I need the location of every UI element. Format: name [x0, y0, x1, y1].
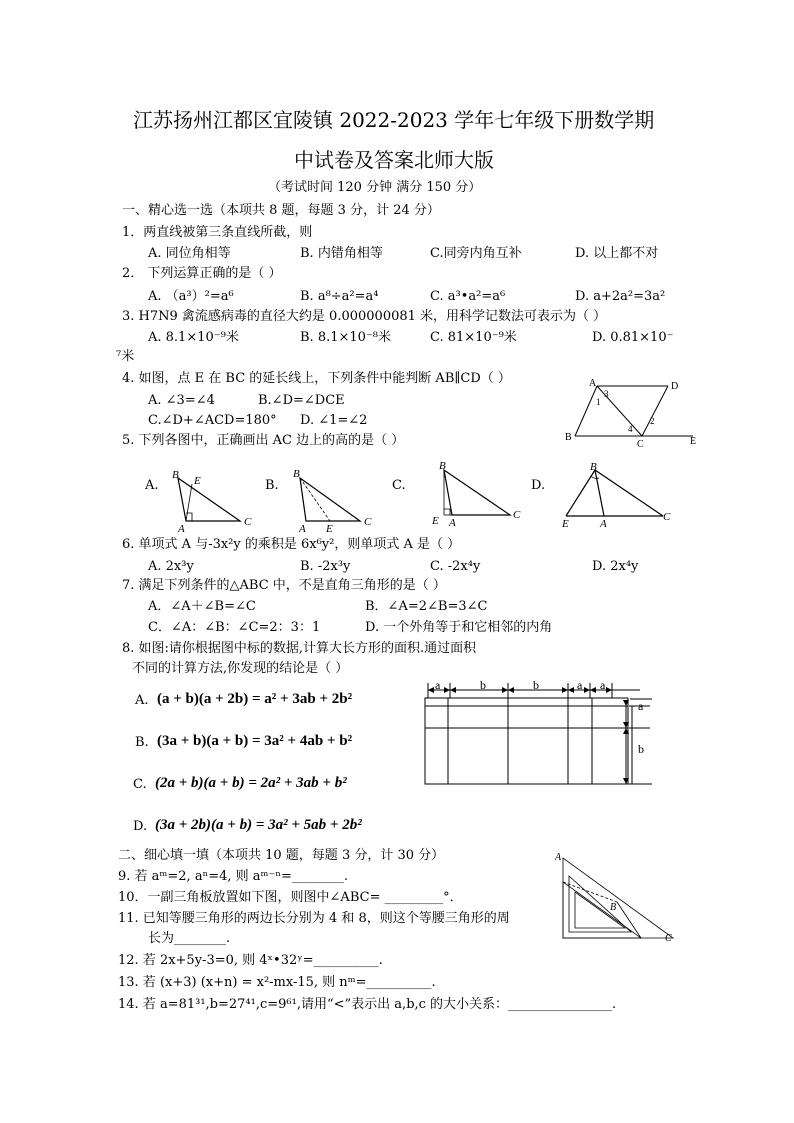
q7-option-b: B．∠A=2∠B=3∠C [365, 599, 488, 614]
q1-option-c: C.同旁内角互补 [430, 246, 522, 261]
exam-info: （考试时间 120 分钟 满分 150 分） [268, 180, 482, 195]
section-2-heading: 二、细心填一填（本项共 10 题，每题 3 分，计 30 分） [118, 848, 445, 863]
q5-figure-d [558, 460, 688, 530]
q6-option-b: B. -2x³y [300, 559, 351, 574]
q1-option-a: A. 同位角相等 [148, 246, 231, 261]
q10-label-a: A [555, 852, 562, 863]
q2-option-a: A. （a³）²=a⁶ [148, 289, 234, 304]
q7-option-a: A．∠A＋∠B=∠C [148, 599, 256, 614]
q4-stem: 4. 如图，点 E 在 BC 的延长线上，下列条件中能判断 AB∥CD（ ） [122, 371, 511, 386]
q4-option-b: B.∠D=∠DCE [258, 393, 345, 408]
q5a-label-c: C [244, 516, 252, 528]
q12-text: 12. 若 2x+5y-3=0, 则 4ˣ•32ʸ=__________. [118, 953, 383, 968]
q8-option-a-label: A. [135, 693, 149, 708]
section-1-heading: 一、精心选一选（本项共 8 题，每题 3 分，计 24 分） [122, 203, 440, 218]
q6-stem: 6. 单项式 A 与-3x²y 的乘积是 6x⁶y²，则单项式 A 是（ ） [122, 537, 461, 552]
q5-option-b: B. [265, 478, 279, 493]
q2-option-c: C. a³•a²=a⁶ [430, 289, 506, 304]
q8-option-c-label: C. [133, 777, 147, 792]
q10-text: 10．一副三角板放置如下图，则图中∠ABC= _________°． [118, 890, 463, 905]
q5b-label-c: C [364, 516, 372, 528]
q8-width-a-2: a [577, 678, 583, 692]
q2-option-b: B. a⁸÷a²=a⁴ [300, 289, 379, 304]
q5c-label-b: B [439, 460, 446, 472]
q5-figure-a [168, 468, 258, 533]
q5-figure-b [288, 468, 378, 533]
q4-label-e: E [690, 436, 697, 447]
q6-option-c: C. -2x⁴y [430, 559, 481, 574]
q8-height-b: b [638, 742, 644, 756]
q14-text: 14. 若 a=81³¹,b=27⁴¹,c=9⁶¹,请用“<”表示出 a,b,c 的大小关系：________________. [118, 997, 617, 1012]
q5a-label-b: B [172, 469, 179, 481]
q1-option-d: D. 以上都不对 [575, 246, 659, 261]
q4-angle-2: 2 [650, 416, 655, 426]
q3-option-a: A. 8.1×10⁻⁹米 [148, 330, 239, 345]
q13-text: 13. 若 (x+3) (x+n) = x²-mx-15, 则 nᵐ=__________. [118, 975, 436, 990]
q8-option-b-label: B. [135, 735, 149, 750]
q4-angle-3: 3 [604, 389, 609, 399]
q5c-label-c: C [513, 509, 521, 521]
q7-stem: 7. 满足下列条件的△ABC 中，不是直角三角形的是（ ） [122, 578, 446, 593]
q8-option-b-equation: (3a + b)(a + b) = 3a² + 4ab + b² [157, 733, 353, 749]
q10-triangle-rulers-figure [553, 852, 683, 942]
line-ab [575, 386, 597, 436]
q3-option-d: D. 0.81×10⁻ [592, 330, 674, 345]
q5-stem: 5. 下列各图中，正确画出 AC 边上的高的是（ ） [122, 433, 405, 448]
q5d-label-c: C [663, 511, 671, 523]
q8-rectangle-figure [420, 678, 660, 788]
q1-option-b: B. 内错角相等 [300, 246, 383, 261]
q6-option-a: A. 2x³y [148, 559, 194, 574]
q8-height-a: a [638, 699, 644, 713]
q11-text-line-1: 11. 已知等腰三角形的两边长分别为 4 和 8，则这个等腰三角形的周 [118, 911, 510, 926]
q6-option-d: D. 2x⁴y [592, 559, 639, 574]
q4-label-b: B [565, 432, 572, 443]
q8-option-c-equation: (2a + b)(a + b) = 2a² + 3ab + b² [155, 775, 347, 791]
q7-option-c: C．∠A：∠B：∠C=2：3：1 [148, 620, 321, 635]
q8-width-a-3: a [600, 678, 606, 692]
q3-stem: 3. H7N9 禽流感病毒的直径大约是 0.000000081 米，用科学记数法可表示为（ ） [122, 309, 607, 324]
q2-stem: 2． 下列运算正确的是（ ） [122, 266, 282, 281]
q4-angle-1: 1 [596, 397, 601, 407]
line-dc [642, 386, 668, 436]
q4-label-a: A [589, 378, 597, 389]
q4-figure [560, 378, 700, 448]
q5a-label-a: A [178, 523, 185, 535]
title-line-1: 江苏扬州江都区宜陵镇 2022-2023 学年七年级下册数学期 [133, 108, 655, 132]
q8-option-d-label: D. [133, 819, 148, 834]
q10-label-c: C [665, 933, 672, 944]
q3-option-d-continued: ⁷米 [116, 349, 135, 364]
q8-stem-line-2: 不同的计算方法,你发现的结论是（ ） [132, 661, 349, 676]
q3-option-b: B. 8.1×10⁻⁸米 [300, 330, 392, 345]
q5c-label-a: A [449, 517, 456, 529]
q3-option-c: C. 81×10⁻⁹米 [430, 330, 517, 345]
q7-option-d: D. 一个外角等于和它相邻的内角 [365, 620, 553, 635]
q11-text-line-2: 长为________. [148, 931, 231, 946]
q5b-label-a: A [299, 523, 306, 535]
q5d-label-a: A [600, 518, 607, 530]
q2-option-d: D. a+2a²=3a² [575, 289, 666, 304]
q4-label-d: D [671, 381, 679, 392]
q5a-label-e: E [194, 475, 201, 487]
q5b-label-e: E [326, 523, 333, 535]
q5d-label-b: B [590, 461, 597, 473]
q8-width-b-2: b [533, 678, 539, 692]
q5c-label-e: E [432, 515, 439, 527]
q5d-label-e: E [562, 518, 569, 530]
q8-option-a-equation: (a + b)(a + 2b) = a² + 3ab + 2b² [157, 691, 353, 707]
q4-option-c: C.∠D+∠ACD=180° [148, 413, 277, 428]
q4-option-a: A. ∠3=∠4 [148, 393, 215, 408]
q5-option-c: C. [392, 478, 406, 493]
q5-option-d: D. [531, 478, 546, 493]
q5-figure-c [425, 460, 525, 530]
q10-label-b: B [610, 902, 617, 913]
title-line-2: 中试卷及答案北师大版 [294, 148, 494, 172]
q5-option-a: A. [145, 478, 159, 493]
q1-stem: 1．两直线被第三条直线所截，则 [122, 225, 313, 240]
q4-label-c: C [637, 439, 644, 450]
q5b-label-b: B [293, 468, 300, 480]
q9-text: 9. 若 aᵐ=2, aⁿ=4, 则 aᵐ⁻ⁿ=________. [118, 869, 348, 884]
q8-width-a-1: a [435, 678, 441, 692]
q4-option-d: D. ∠1=∠2 [300, 413, 368, 428]
q4-angle-4: 4 [628, 424, 633, 434]
q8-stem-line-1: 8. 如图:请你根据图中标的数据,计算大长方形的面积.通过面积 [122, 641, 477, 656]
q8-width-b-1: b [480, 678, 486, 692]
q8-option-d-equation: (3a + 2b)(a + b) = 3a² + 5ab + 2b² [155, 817, 362, 833]
